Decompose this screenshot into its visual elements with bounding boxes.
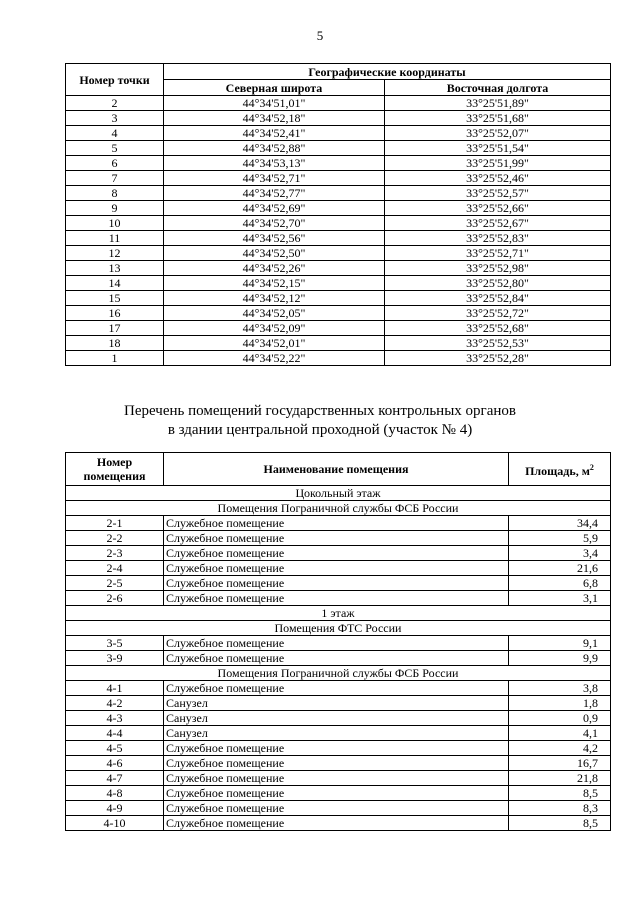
- room-area: 3,4: [509, 546, 611, 561]
- latitude: 44°34'52,41": [164, 126, 385, 141]
- room-name: Служебное помещение: [164, 531, 509, 546]
- latitude: 44°34'51,01": [164, 96, 385, 111]
- room-name: Служебное помещение: [164, 561, 509, 576]
- coord-row: [66, 156, 611, 171]
- room-name: Служебное помещение: [164, 756, 509, 771]
- point-number: 5: [66, 141, 164, 156]
- coord-row: [66, 186, 611, 201]
- col-room-number-header: [66, 453, 164, 486]
- room-area: 16,7: [509, 756, 611, 771]
- latitude: 44°34'52,09": [164, 321, 385, 336]
- room-row: [66, 651, 611, 666]
- room-number: 2-1: [66, 516, 164, 531]
- room-number: 4-2: [66, 696, 164, 711]
- coord-row: [66, 126, 611, 141]
- room-area: 8,3: [509, 801, 611, 816]
- coordinates-body: [66, 96, 611, 366]
- room-row: [66, 786, 611, 801]
- latitude: 44°34'53,13": [164, 156, 385, 171]
- room-row: [66, 516, 611, 531]
- coord-row: [66, 96, 611, 111]
- latitude: 44°34'52,70": [164, 216, 385, 231]
- point-number: 17: [66, 321, 164, 336]
- longitude: 33°25'52,84": [385, 291, 611, 306]
- room-number: 4-9: [66, 801, 164, 816]
- point-number: 13: [66, 261, 164, 276]
- longitude: 33°25'52,72": [385, 306, 611, 321]
- rooms-title-line1: Перечень помещений государственных контрольных органов: [124, 403, 516, 419]
- room-area: 3,8: [509, 681, 611, 696]
- point-number: 4: [66, 126, 164, 141]
- room-row: [66, 531, 611, 546]
- room-row: [66, 711, 611, 726]
- section-title: Помещения ФТС России: [66, 621, 611, 636]
- col-lat-header: Северная широта: [164, 80, 385, 96]
- latitude: 44°34'52,56": [164, 231, 385, 246]
- room-name: Служебное помещение: [164, 816, 509, 831]
- room-area: 1,8: [509, 696, 611, 711]
- point-number: 16: [66, 306, 164, 321]
- latitude: 44°34'52,22": [164, 351, 385, 366]
- col-geo-header: Географические координаты: [164, 64, 611, 80]
- longitude: 33°25'52,80": [385, 276, 611, 291]
- room-name: Санузел: [164, 726, 509, 741]
- room-name: Служебное помещение: [164, 651, 509, 666]
- room-number: 3-9: [66, 651, 164, 666]
- room-number: 4-10: [66, 816, 164, 831]
- col-room-number-line2: помещения: [83, 469, 146, 483]
- room-area: 4,1: [509, 726, 611, 741]
- room-area: 9,1: [509, 636, 611, 651]
- room-row: [66, 576, 611, 591]
- section-title: Помещения Пограничной службы ФСБ России: [66, 666, 611, 681]
- coord-row: [66, 261, 611, 276]
- longitude: 33°25'52,71": [385, 246, 611, 261]
- point-number: 3: [66, 111, 164, 126]
- room-area: 5,9: [509, 531, 611, 546]
- section-title: 1 этаж: [66, 606, 611, 621]
- room-area: 21,6: [509, 561, 611, 576]
- section-row: [66, 501, 611, 516]
- col-area-label: Площадь, м: [525, 463, 590, 478]
- section-title: Цокольный этаж: [66, 486, 611, 501]
- coord-row: [66, 201, 611, 216]
- point-number: 6: [66, 156, 164, 171]
- room-row: [66, 636, 611, 651]
- room-name: Служебное помещение: [164, 546, 509, 561]
- room-number: 4-7: [66, 771, 164, 786]
- latitude: 44°34'52,50": [164, 246, 385, 261]
- room-area: 21,8: [509, 771, 611, 786]
- point-number: 12: [66, 246, 164, 261]
- longitude: 33°25'52,53": [385, 336, 611, 351]
- coord-row: [66, 321, 611, 336]
- coord-row: [66, 291, 611, 306]
- room-number: 4-4: [66, 726, 164, 741]
- room-number: 4-8: [66, 786, 164, 801]
- room-area: 0,9: [509, 711, 611, 726]
- room-area: 4,2: [509, 741, 611, 756]
- room-area: 8,5: [509, 786, 611, 801]
- room-name: Служебное помещение: [164, 636, 509, 651]
- room-area: 34,4: [509, 516, 611, 531]
- room-area: 8,5: [509, 816, 611, 831]
- room-name: Служебное помещение: [164, 786, 509, 801]
- room-name: Служебное помещение: [164, 576, 509, 591]
- room-number: 2-2: [66, 531, 164, 546]
- latitude: 44°34'52,15": [164, 276, 385, 291]
- col-room-name-header: Наименование помещения: [164, 453, 509, 486]
- room-number: 3-5: [66, 636, 164, 651]
- room-number: 2-4: [66, 561, 164, 576]
- col-point-header: Номер точки: [66, 64, 164, 96]
- longitude: 33°25'52,66": [385, 201, 611, 216]
- latitude: 44°34'52,26": [164, 261, 385, 276]
- longitude: 33°25'52,67": [385, 216, 611, 231]
- room-name: Санузел: [164, 696, 509, 711]
- room-number: 4-1: [66, 681, 164, 696]
- section-row: [66, 606, 611, 621]
- room-name: Служебное помещение: [164, 741, 509, 756]
- room-row: [66, 561, 611, 576]
- point-number: 15: [66, 291, 164, 306]
- page-number: 5: [316, 28, 324, 43]
- latitude: 44°34'52,77": [164, 186, 385, 201]
- room-name: Служебное помещение: [164, 516, 509, 531]
- section-title: Помещения Пограничной службы ФСБ России: [66, 501, 611, 516]
- longitude: 33°25'51,54": [385, 141, 611, 156]
- coordinates-table: [65, 63, 611, 366]
- coord-row: [66, 246, 611, 261]
- room-name: Служебное помещение: [164, 771, 509, 786]
- latitude: 44°34'52,88": [164, 141, 385, 156]
- coord-row: [66, 276, 611, 291]
- room-name: Санузел: [164, 711, 509, 726]
- room-number: 4-3: [66, 711, 164, 726]
- rooms-body: [66, 486, 611, 831]
- room-number: 2-5: [66, 576, 164, 591]
- longitude: 33°25'52,57": [385, 186, 611, 201]
- col-area-sup: 2: [589, 462, 594, 472]
- coord-row: [66, 171, 611, 186]
- longitude: 33°25'51,68": [385, 111, 611, 126]
- latitude: 44°34'52,69": [164, 201, 385, 216]
- longitude: 33°25'52,28": [385, 351, 611, 366]
- room-number: 2-3: [66, 546, 164, 561]
- section-row: [66, 666, 611, 681]
- point-number: 10: [66, 216, 164, 231]
- point-number: 18: [66, 336, 164, 351]
- longitude: 33°25'52,07": [385, 126, 611, 141]
- longitude: 33°25'51,99": [385, 156, 611, 171]
- latitude: 44°34'52,71": [164, 171, 385, 186]
- col-room-number-line1: Номер: [96, 455, 133, 469]
- longitude: 33°25'52,98": [385, 261, 611, 276]
- point-number: 11: [66, 231, 164, 246]
- coord-row: [66, 306, 611, 321]
- room-row: [66, 696, 611, 711]
- room-name: Служебное помещение: [164, 681, 509, 696]
- point-number: 1: [66, 351, 164, 366]
- room-row: [66, 681, 611, 696]
- rooms-title-line2: в здании центральной проходной (участок № 4): [167, 422, 473, 438]
- longitude: 33°25'52,68": [385, 321, 611, 336]
- room-number: 4-6: [66, 756, 164, 771]
- room-area: 9,9: [509, 651, 611, 666]
- point-number: 7: [66, 171, 164, 186]
- point-number: 9: [66, 201, 164, 216]
- room-row: [66, 771, 611, 786]
- rooms-title: [0, 402, 640, 440]
- room-area: 6,8: [509, 576, 611, 591]
- room-row: [66, 546, 611, 561]
- longitude: 33°25'51,89": [385, 96, 611, 111]
- coord-row: [66, 351, 611, 366]
- room-row: [66, 756, 611, 771]
- coord-row: [66, 336, 611, 351]
- coord-row: [66, 111, 611, 126]
- coord-row: [66, 231, 611, 246]
- room-name: Служебное помещение: [164, 801, 509, 816]
- latitude: 44°34'52,01": [164, 336, 385, 351]
- room-name: Служебное помещение: [164, 591, 509, 606]
- rooms-table: [65, 452, 611, 831]
- col-lon-header: Восточная долгота: [385, 80, 611, 96]
- room-number: 2-6: [66, 591, 164, 606]
- room-row: [66, 801, 611, 816]
- room-row: [66, 591, 611, 606]
- room-row: [66, 741, 611, 756]
- room-number: 4-5: [66, 741, 164, 756]
- longitude: 33°25'52,46": [385, 171, 611, 186]
- point-number: 8: [66, 186, 164, 201]
- latitude: 44°34'52,12": [164, 291, 385, 306]
- room-row: [66, 726, 611, 741]
- latitude: 44°34'52,18": [164, 111, 385, 126]
- section-row: [66, 621, 611, 636]
- col-area-header: [509, 453, 611, 486]
- point-number: 2: [66, 96, 164, 111]
- room-row: [66, 816, 611, 831]
- latitude: 44°34'52,05": [164, 306, 385, 321]
- section-row: [66, 486, 611, 501]
- coord-row: [66, 216, 611, 231]
- room-area: 3,1: [509, 591, 611, 606]
- point-number: 14: [66, 276, 164, 291]
- longitude: 33°25'52,83": [385, 231, 611, 246]
- coord-row: [66, 141, 611, 156]
